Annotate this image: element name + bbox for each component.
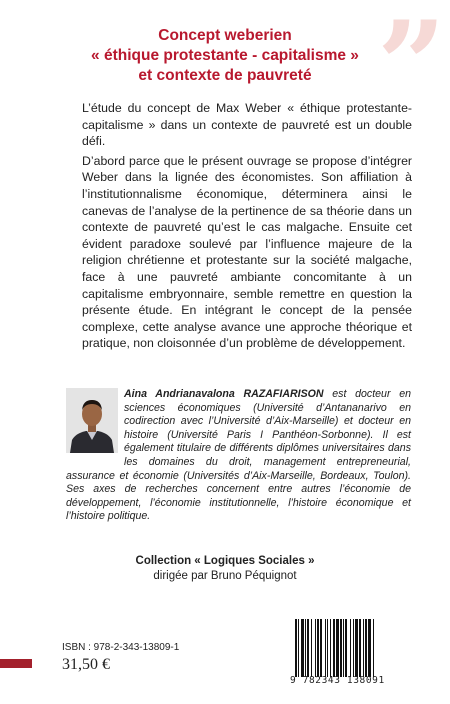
isbn: ISBN : 978-2-343-13809-1 — [62, 642, 180, 653]
page-title — [0, 26, 450, 86]
summary-text — [82, 100, 412, 355]
summary-paragraph-2: D’abord parce que le présent ouvrage se propose d’intégrer Weber dans la lignée des économistes. Son affiliation à l’institutionnalisme économique, déterminera ainsi le canevas de l’analyse de la pertinence de sa théorie dans un contexte de pauvreté qu’est le cas malgache. Ensuite cet évident paradoxe soulevé par l’influence majeure de la religion chrétienne et protestante sur la société malgache, face à une pauvreté ambiante concomitante à un capitalisme embryonnaire, semble remettre en question la présente étude. En intégrant le concept de la pensée complexe, cette analyse avance une approche théorique et pratique, non cloisonnée d’un problème de développement. — [82, 153, 412, 351]
title-line-1: Concept weberien — [158, 27, 292, 44]
collection-director: dirigée par Bruno Péquignot — [153, 570, 297, 582]
summary-paragraph-1: L’étude du concept de Max Weber « éthique protestante-capitalisme » dans un contexte de pauvreté est un double défi. — [82, 101, 412, 149]
accent-bar — [0, 659, 32, 668]
title-line-2: « éthique protestante - capitalisme » — [91, 47, 359, 64]
quote-mark-icon: ” — [376, 0, 436, 136]
author-bio — [66, 388, 411, 524]
price: 31,50 € — [62, 656, 110, 673]
collection-info — [0, 554, 450, 584]
title-line-3: et contexte de pauvreté — [138, 67, 312, 84]
author-name: Aina Andrianavalona RAZAFIARISON — [124, 388, 324, 400]
author-bio-text: est docteur en sciences économiques (Université d’Antananarivo en codirection avec l’Université d’Aix-Marseille) et docteur en histoire (Université Paris I Panthéon-Sorbonne). Il est également titulaire de différents diplômes universitaires dans les domaines du droit, management entrepreneurial, assurance et économie (Universités d’Aix-Marseille, Bordeaux, Toulon). Ses axes de recherches concernent entre autres l’économie de développement, l’économie institutionnelle, l’histoire économique et l’histoire politique. — [66, 388, 411, 523]
collection-name: Collection « Logiques Sociales » — [135, 555, 315, 567]
barcode-icon — [294, 619, 412, 677]
barcode-digits: 9 782343 138091 — [290, 675, 385, 686]
